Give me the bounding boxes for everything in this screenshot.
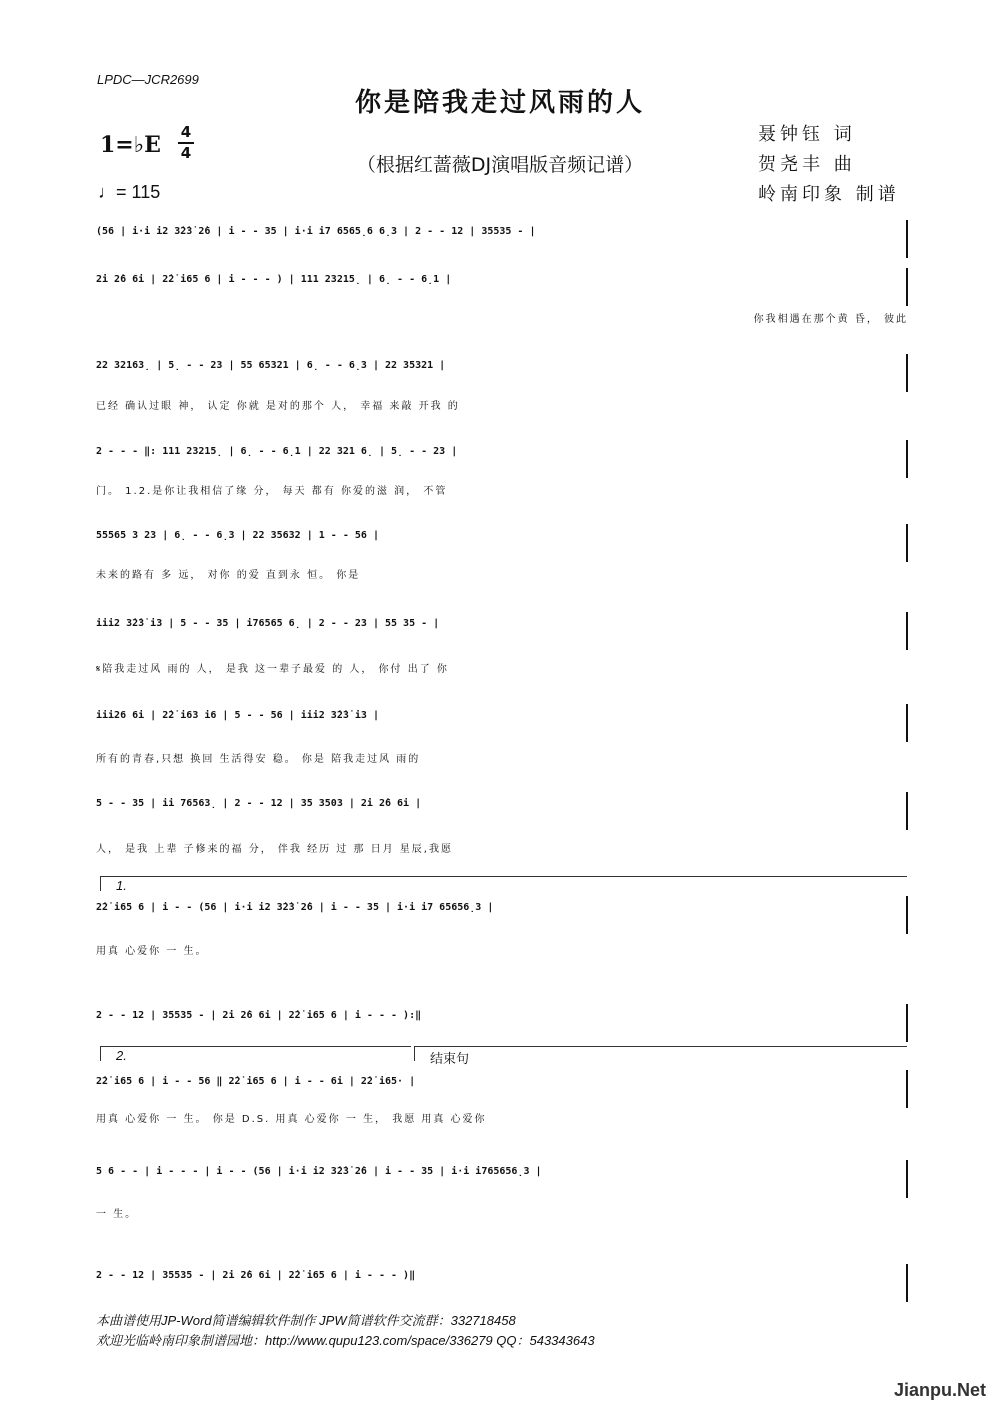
ending-2-bracket	[100, 1046, 411, 1061]
notation-line: 2̇i 2̇6 6i | 2̇2̇ i65 6 | i - - - ) | 111 23215̣ | 6̣ - - 6̣1 |	[96, 274, 452, 285]
score-row	[96, 268, 908, 308]
row-end-barline	[906, 440, 908, 478]
lyrics-line: 已经 确认过眼 神， 认定 你就 是对的那个 人， 幸福 来敲 开我 的	[96, 401, 460, 412]
coda-bracket	[414, 1046, 907, 1061]
row-end-barline	[906, 220, 908, 258]
row-end-barline	[906, 896, 908, 934]
lyrics-line: 所有的青春,只想 换回 生活得安 稳。 你是 陪我走过风 雨的	[96, 754, 421, 765]
lyrics-line: 𝄋陪我走过风 雨的 人， 是我 这一辈子最爱 的 人， 你付 出了 你	[96, 664, 449, 675]
ending-1-label: 1.	[116, 878, 127, 893]
row-end-barline	[906, 268, 908, 306]
time-top: 4	[180, 123, 192, 141]
row-end-barline	[906, 1264, 908, 1302]
credit-composer: 贺尧丰 曲	[758, 154, 856, 175]
score-code: LPDC—JCR2699	[97, 72, 199, 87]
notation-line: 2 - - 12 | 35535 - | 2̇i 2̇6 6i | 2̇2̇ i65 6 | i - - - )‖	[96, 1270, 416, 1281]
notation-line: 5 - - 35 | ii 76563̣ | 2 - - 12 | 35 3503 | 2̇i 2̇6 6i |	[96, 798, 422, 809]
time-bottom: 4	[180, 144, 192, 162]
lyrics-line: 用真 心爱你 一 生。 你是 D.S. 用真 心爱你 一 生， 我愿 用真 心爱你	[96, 1114, 487, 1125]
time-signature	[176, 124, 196, 162]
score-row	[96, 792, 908, 832]
score-row	[96, 1160, 908, 1200]
row-end-barline	[906, 1070, 908, 1108]
notation-line: 2̇2̇ i65 6 | i - - (56 | i·i i2 3̇2̇3̇ 2̇6 | i - - 35 | i·i i7 65656̣3 |	[96, 902, 494, 913]
row-end-barline	[906, 1160, 908, 1198]
lyrics-line: 人， 是我 上辈 子修来的福 分， 伴我 经历 过 那 日月 星辰,我愿	[96, 844, 453, 855]
notation-line: (56 | i·i i2 3̇2̇3̇ 2̇6 | i - - 35 | i·i i7 6565̣6 6̣3 | 2 - - 12 | 35535 - |	[96, 226, 536, 237]
notation-line: iii26 6i | 2̇2̇ i63 i6 | 5 - - 56 | iii2 3̇2̇3̇ i3 |	[96, 710, 379, 721]
score-row	[96, 612, 908, 652]
row-end-barline	[906, 524, 908, 562]
notation-line: 2 - - - ‖: 111 23215̣ | 6̣ - - 6̣1 | 22 321 6̣ | 5̣ - - 23 |	[96, 446, 458, 457]
score-row	[96, 440, 908, 480]
row-end-barline	[906, 1004, 908, 1042]
score-row	[96, 1004, 908, 1044]
score-row	[96, 1264, 908, 1304]
tempo-mark: ♩= 115	[98, 182, 161, 202]
subtitle: （根据红蔷薇DJ演唱版音频记谱）	[356, 154, 644, 176]
notation-line: 55565 3 23 | 6̣ - - 6̣3 | 22 35632 | 1 - - 56 |	[96, 530, 379, 541]
row-end-barline	[906, 354, 908, 392]
lyrics-line: 用真 心爱你 一 生。	[96, 946, 208, 957]
ending-2-label: 2.	[116, 1048, 127, 1063]
notation-line: 5 6 - - | i - - - | i - - (56 | i·i i2 3̇2̇3̇ 2̇6 | i - - 35 | i·i i765656̣3 |	[96, 1166, 542, 1177]
watermark: Jianpu.Net	[893, 1380, 986, 1400]
page-title: 你是陪我走过风雨的人	[354, 88, 645, 118]
lyrics-line: 门。 1.2.是你让我相信了缘 分， 每天 都有 你爱的滋 润， 不管	[96, 486, 448, 497]
score-row	[96, 896, 908, 936]
score-row	[96, 1070, 908, 1110]
score-row	[96, 220, 908, 260]
footer-line-1: 本曲谱使用JP-Word简谱编辑软件制作 JPW简谱软件交流群：332718458	[96, 1313, 516, 1328]
row-end-barline	[906, 792, 908, 830]
notation-line: 2̇2̇ i65 6 | i - - 56 ‖ 2̇2̇ i65 6 | i - - 6i | 2̇2̇ i65· |	[96, 1076, 416, 1087]
score-row	[96, 354, 908, 394]
score-row	[96, 524, 908, 564]
footer-line-2: 欢迎光临岭南印象制谱园地：http://www.qupu123.com/space/336279 QQ：543343643	[96, 1333, 595, 1348]
notation-line: 2 - - 12 | 35535 - | 2̇i 2̇6 6i | 2̇2̇ i65 6 | i - - - ):‖	[96, 1010, 422, 1021]
lyrics-line: 未来的路有 多 远， 对你 的爱 直到永 恒。 你是	[96, 570, 361, 581]
key-signature: 1=♭E	[100, 132, 161, 158]
coda-label: 结束句	[430, 1051, 470, 1066]
lyrics-line: 一 生。	[96, 1209, 138, 1220]
credit-lyricist: 聂钟钰 词	[758, 124, 856, 145]
notation-line: iii2 3̇2̇3̇ i3 | 5 - - 35 | i76565 6̣ | 2 - - 23 | 55 35 - |	[96, 618, 440, 629]
notation-line: 22 32163̣ | 5̣ - - 23 | 55 65321 | 6̣ - - 6̣3 | 22 35321 |	[96, 360, 446, 371]
lyrics-line: 你我相遇在那个黄 昏， 彼此	[753, 314, 908, 325]
credit-arranger: 岭南印象 制谱	[758, 184, 900, 205]
ending-1-bracket	[100, 876, 907, 891]
row-end-barline	[906, 704, 908, 742]
row-end-barline	[906, 612, 908, 650]
score-row	[96, 704, 908, 744]
